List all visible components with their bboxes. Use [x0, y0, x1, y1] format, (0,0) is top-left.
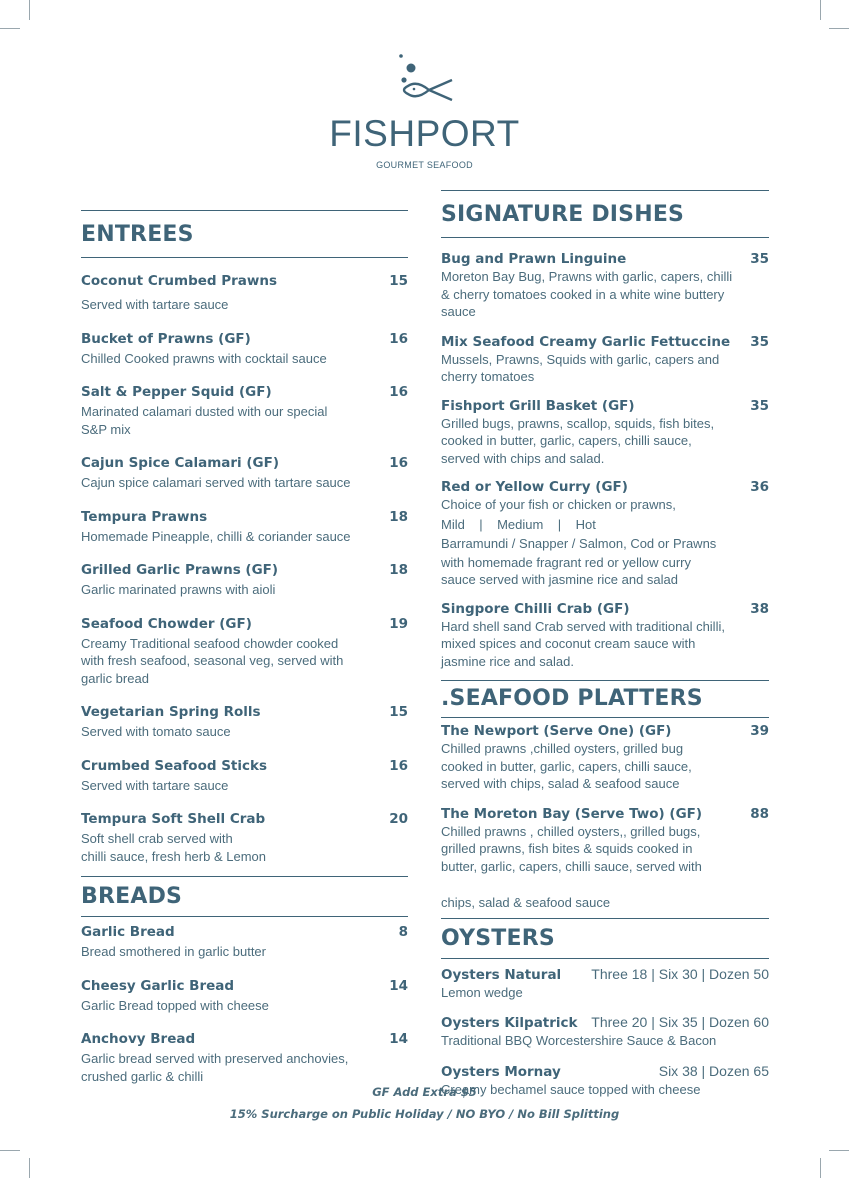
item-desc: cooked in butter, garlic, capers, chilli sauce, [441, 758, 692, 774]
item-desc: chips, salad & seafood sauce [441, 895, 611, 910]
item-desc: Homemade Pineapple, chilli & coriander sauce [81, 528, 351, 544]
item-price: 18 [389, 562, 408, 578]
menu-item [81, 561, 408, 599]
section-title-breads: BREADS [81, 884, 183, 909]
crop-mark [0, 1150, 20, 1151]
item-desc: Soft shell crab served with [81, 831, 233, 846]
item-desc: Chilled prawns , chilled oysters,, grilled bugs, [441, 823, 701, 839]
item-price: 16 [389, 330, 408, 347]
crop-mark [29, 0, 30, 20]
item-desc: Marinated calamari dusted with our special [81, 404, 328, 419]
item-name: Singpore Chilli Crab (GF) [441, 600, 630, 617]
item-desc: Hard shell sand Crab served with traditional chilli, [441, 618, 725, 634]
item-name: Anchovy Bread [81, 1031, 196, 1047]
menu-item [81, 810, 408, 865]
item-desc: Chilled prawns ,chilled oysters, grilled bug [441, 741, 684, 756]
divider [81, 916, 408, 917]
crop-mark [829, 28, 849, 29]
item-desc: chilli sauce, fresh herb & Lemon [81, 848, 266, 864]
item-desc: Lemon wedge [441, 984, 523, 1000]
item-desc: cooked in butter, garlic, capers, chilli sauce, [441, 433, 692, 448]
item-price: Six 38 | Dozen 65 [658, 1062, 769, 1079]
divider [441, 237, 769, 238]
item-name: Cheesy Garlic Bread [81, 977, 235, 994]
fish-icon [395, 52, 455, 108]
menu-item [81, 383, 408, 438]
divider [441, 680, 769, 681]
menu-item [441, 965, 769, 1002]
crop-mark [820, 1158, 821, 1178]
item-desc: with fresh seafood, seasonal veg, served with [81, 653, 344, 668]
section-title-entrees: ENTREES [81, 222, 194, 247]
item-desc: served with chips and salad. [441, 450, 605, 466]
item-desc: cherry tomatoes [441, 369, 535, 384]
item-price: 36 [750, 479, 769, 495]
gf-note: GF Add Extra $5 [372, 1085, 477, 1099]
item-desc: garlic bread [81, 670, 149, 686]
item-name: Fishport Grill Basket (GF) [441, 397, 635, 414]
item-name: The Moreton Bay (Serve Two) (GF) [441, 805, 703, 822]
crop-mark [29, 1158, 30, 1178]
item-desc: with homemade fragrant red or yellow curry [441, 554, 691, 570]
item-desc: sauce served with jasmine rice and salad [441, 572, 679, 587]
menu-item [81, 703, 408, 741]
item-desc: & cherry tomatoes cooked in a white wine buttery [441, 286, 725, 302]
item-price: 19 [389, 615, 408, 632]
item-desc: crushed garlic & chilli [81, 1068, 204, 1084]
item-price: Three 18 | Six 30 | Dozen 50 [591, 965, 769, 982]
divider [441, 190, 769, 191]
menu-item [81, 330, 408, 368]
menu-item [81, 977, 408, 1015]
item-name: Tempura Soft Shell Crab [81, 811, 266, 827]
item-desc: Chilled Cooked prawns with cocktail sauce [81, 350, 327, 366]
crop-mark [820, 0, 821, 20]
menu-item [81, 454, 408, 492]
item-price: 14 [389, 1031, 408, 1047]
item-price: 18 [389, 508, 408, 525]
item-price: 15 [389, 704, 408, 720]
section-title-signature: SIGNATURE DISHES [441, 202, 685, 227]
item-price: 16 [389, 455, 408, 471]
item-name: Oysters Kilpatrick [441, 1015, 578, 1031]
item-desc: Bread smothered in garlic butter [81, 944, 266, 959]
item-price: 8 [398, 924, 408, 940]
item-desc: Barramundi / Snapper / Salmon, Cod or Prawns [441, 536, 717, 551]
item-name: Vegetarian Spring Rolls [81, 704, 261, 720]
item-desc: Garlic marinated prawns with aioli [81, 582, 276, 597]
item-desc: Served with tartare sauce [81, 297, 229, 312]
left-column [81, 210, 408, 1085]
menu-item [441, 397, 769, 468]
crop-mark [0, 28, 20, 29]
item-desc: Grilled bugs, prawns, scallop, squids, fish bites, [441, 415, 715, 431]
item-desc: Garlic Bread topped with cheese [81, 997, 269, 1013]
item-desc: Traditional BBQ Worcestershire Sauce & Bacon [441, 1033, 717, 1048]
item-desc: Served with tomato sauce [81, 724, 231, 739]
item-name: The Newport (Serve One) (GF) [441, 723, 672, 739]
item-name: Coconut Crumbed Prawns [81, 273, 278, 289]
item-price: Three 20 | Six 35 | Dozen 60 [591, 1014, 769, 1030]
item-price: 88 [750, 805, 769, 822]
item-desc: Cajun spice calamari served with tartare sauce [81, 475, 351, 490]
item-name: Salt & Pepper Squid (GF) [81, 384, 272, 400]
divider [441, 717, 769, 718]
item-desc: butter, garlic, capers, chilli sauce, served with [441, 858, 702, 874]
brand-tagline: GOURMET SEAFOOD [376, 160, 473, 170]
item-price: 35 [750, 397, 769, 414]
item-price: 38 [750, 600, 769, 617]
item-desc: Mild | Medium | Hot [441, 516, 596, 532]
divider [441, 918, 769, 919]
menu-item [441, 1013, 769, 1050]
item-name: Cajun Spice Calamari (GF) [81, 455, 279, 471]
menu-item [441, 478, 769, 589]
item-desc: Moreton Bay Bug, Prawns with garlic, capers, chilli [441, 269, 733, 284]
surcharge-note: 15% Surcharge on Public Holiday / NO BYO / No Bill Splitting [229, 1107, 620, 1121]
item-price: 14 [389, 977, 408, 994]
item-desc: Creamy bechamel sauce topped with cheese [441, 1081, 701, 1097]
item-name: Bucket of Prawns (GF) [81, 330, 251, 347]
item-desc: sauce [441, 304, 476, 319]
item-name: Garlic Bread [81, 924, 175, 940]
menu-item [441, 333, 769, 386]
menu-item [81, 757, 408, 795]
item-name: Oysters Mornay [441, 1063, 561, 1080]
item-name: Red or Yellow Curry (GF) [441, 479, 628, 495]
right-column [441, 190, 769, 1098]
item-name: Tempura Prawns [81, 508, 208, 525]
brand-name: FISHPORT [329, 113, 520, 154]
item-price: 39 [750, 723, 769, 739]
item-desc: mixed spices and coconut cream sauce with [441, 636, 696, 651]
menu-item [81, 923, 408, 961]
item-price: 15 [389, 273, 408, 289]
item-name: Oysters Natural [441, 966, 562, 983]
menu-item [81, 508, 408, 546]
menu-item [81, 1030, 408, 1085]
item-name: Bug and Prawn Linguine [441, 251, 627, 267]
menu-item [441, 250, 769, 321]
item-price: 16 [389, 384, 408, 400]
menu-item [81, 615, 408, 688]
item-name: Grilled Garlic Prawns (GF) [81, 562, 279, 578]
item-desc-blank [441, 875, 769, 894]
item-price: 16 [389, 757, 408, 774]
menu-item [441, 722, 769, 793]
item-desc: grilled prawns, fish bites & squids cooked in [441, 841, 693, 856]
item-price: 35 [750, 251, 769, 267]
section-title-oysters: OYSTERS [441, 925, 555, 951]
item-desc: Mussels, Prawns, Squids with garlic, capers and [441, 351, 720, 367]
item-desc: Garlic bread served with preserved anchovies, [81, 1051, 349, 1066]
divider [81, 257, 408, 258]
divider [441, 958, 769, 959]
section-title-platters: .SEAFOOD PLATTERS [441, 686, 703, 711]
menu-item [81, 272, 408, 314]
item-desc: served with chips, salad & seafood sauce [441, 776, 680, 791]
item-desc: S&P mix [81, 421, 131, 437]
logo [0, 52, 849, 170]
item-name: Seafood Chowder (GF) [81, 615, 252, 632]
menu-item [441, 600, 769, 671]
menu-item [441, 805, 769, 912]
item-desc: Choice of your fish or chicken or prawns, [441, 497, 676, 512]
divider [81, 210, 408, 211]
item-name: Crumbed Seafood Sticks [81, 757, 268, 774]
item-price: 35 [750, 333, 769, 350]
divider [81, 876, 408, 877]
item-desc: Served with tartare sauce [81, 777, 229, 793]
crop-mark [829, 1150, 849, 1151]
item-desc: Creamy Traditional seafood chowder cooked [81, 635, 339, 651]
item-price: 20 [389, 811, 408, 827]
item-desc: jasmine rice and salad. [441, 653, 574, 669]
item-name: Mix Seafood Creamy Garlic Fettuccine [441, 333, 731, 350]
